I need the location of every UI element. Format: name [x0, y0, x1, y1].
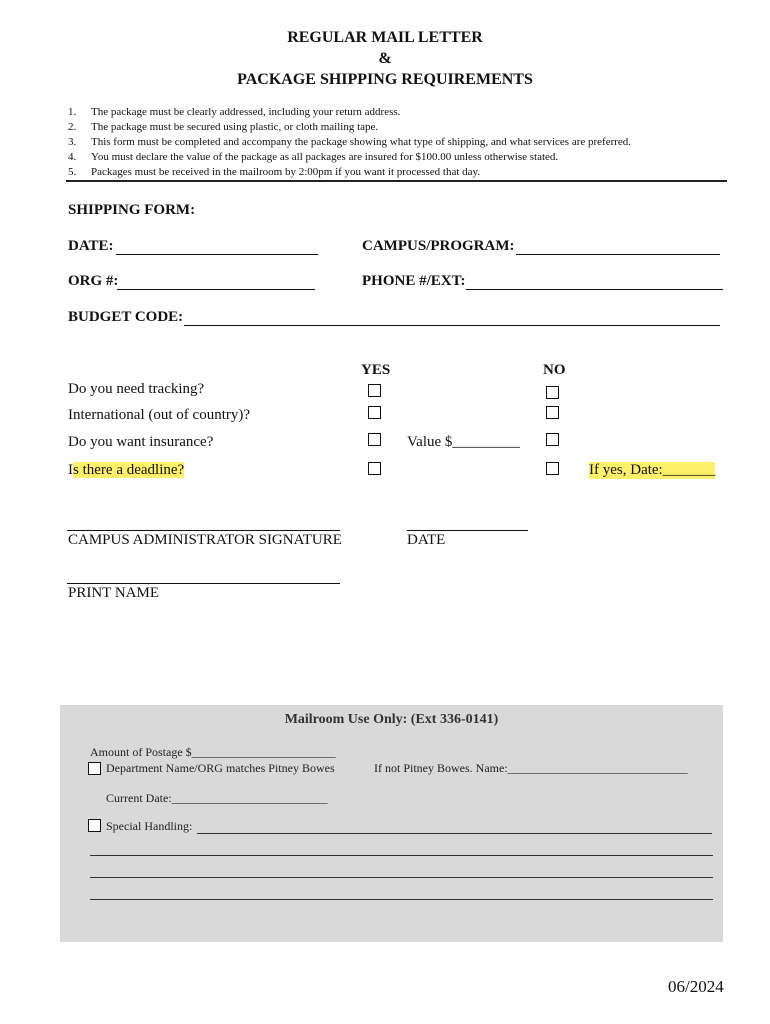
campus-program-label: CAMPUS/PROGRAM:	[362, 238, 515, 254]
org-label: ORG #:	[68, 273, 119, 289]
print-name-label: PRINT NAME	[68, 585, 159, 601]
insurance-yes-checkbox[interactable]	[368, 433, 381, 446]
date-label: DATE:	[68, 238, 114, 254]
current-date-field[interactable]: Current Date:__________________________	[106, 791, 328, 805]
shipping-form-heading: SHIPPING FORM:	[68, 202, 196, 218]
insurance-question: Do you want insurance?	[68, 434, 214, 450]
requirement-item: 3. This form must be completed and accompany the package showing what type of shipping, and what services are preferred.	[68, 136, 632, 148]
insurance-no-checkbox[interactable]	[546, 433, 559, 446]
not-pitney-name-field[interactable]: If not Pitney Bowes. Name:______________________________	[374, 761, 688, 775]
page-title-line1: REGULAR MAIL LETTER	[287, 29, 483, 46]
special-handling-line[interactable]	[197, 833, 712, 834]
admin-signature-label: CAMPUS ADMINISTRATOR SIGNATURE	[68, 532, 342, 548]
page-title-ampersand: &	[378, 50, 392, 67]
no-column-header: NO	[543, 362, 566, 378]
special-handling-checkbox[interactable]	[88, 819, 101, 832]
special-handling-label: Special Handling:	[106, 819, 193, 833]
requirement-item: 5. Packages must be received in the mailroom by 2:00pm if you want it processed that day.	[68, 166, 481, 178]
mailroom-use-box	[60, 705, 723, 942]
phone-ext-label: PHONE #/EXT:	[362, 273, 466, 289]
postage-amount-field[interactable]: Amount of Postage $________________________	[90, 745, 336, 759]
dept-match-checkbox[interactable]	[88, 762, 101, 775]
section-divider	[66, 180, 727, 182]
signature-date-label: DATE	[407, 532, 446, 548]
mailroom-title: Mailroom Use Only: (Ext 336-0141)	[284, 712, 499, 727]
org-field[interactable]	[117, 289, 315, 290]
deadline-yes-checkbox[interactable]	[368, 462, 381, 475]
deadline-question: Is there a deadline?	[68, 462, 185, 478]
admin-signature-line[interactable]	[67, 530, 340, 531]
campus-program-field[interactable]	[516, 254, 720, 255]
tracking-question: Do you need tracking?	[68, 381, 205, 397]
page-title-line3: PACKAGE SHIPPING REQUIREMENTS	[237, 71, 533, 88]
requirement-item: 2. The package must be secured using plastic, or cloth mailing tape.	[68, 121, 379, 133]
signature-date-line[interactable]	[407, 530, 528, 531]
requirement-item: 4. You must declare the value of the package as all packages are insured for $100.00 unless otherwise stated.	[68, 151, 559, 163]
tracking-yes-checkbox[interactable]	[368, 384, 381, 397]
budget-code-label: BUDGET CODE:	[68, 309, 184, 325]
yes-column-header: YES	[361, 362, 391, 378]
dept-match-label: Department Name/ORG matches Pitney Bowes	[106, 761, 335, 775]
date-field[interactable]	[116, 254, 318, 255]
international-question: International (out of country)?	[68, 407, 251, 423]
insurance-value-field[interactable]: Value $_________	[407, 434, 520, 450]
print-name-line[interactable]	[67, 583, 340, 584]
budget-code-field[interactable]	[184, 325, 720, 326]
notes-line[interactable]	[90, 855, 713, 856]
requirement-item: 1. The package must be clearly addressed, including your return address.	[68, 106, 401, 118]
notes-line[interactable]	[90, 899, 713, 900]
tracking-no-checkbox[interactable]	[546, 386, 559, 399]
phone-ext-field[interactable]	[466, 289, 723, 290]
requirements-list	[68, 105, 631, 180]
international-no-checkbox[interactable]	[546, 406, 559, 419]
deadline-no-checkbox[interactable]	[546, 462, 559, 475]
deadline-date-field[interactable]: If yes, Date:_______	[589, 462, 716, 478]
notes-line[interactable]	[90, 877, 713, 878]
form-revision-date: 06/2024	[668, 977, 724, 996]
international-yes-checkbox[interactable]	[368, 406, 381, 419]
